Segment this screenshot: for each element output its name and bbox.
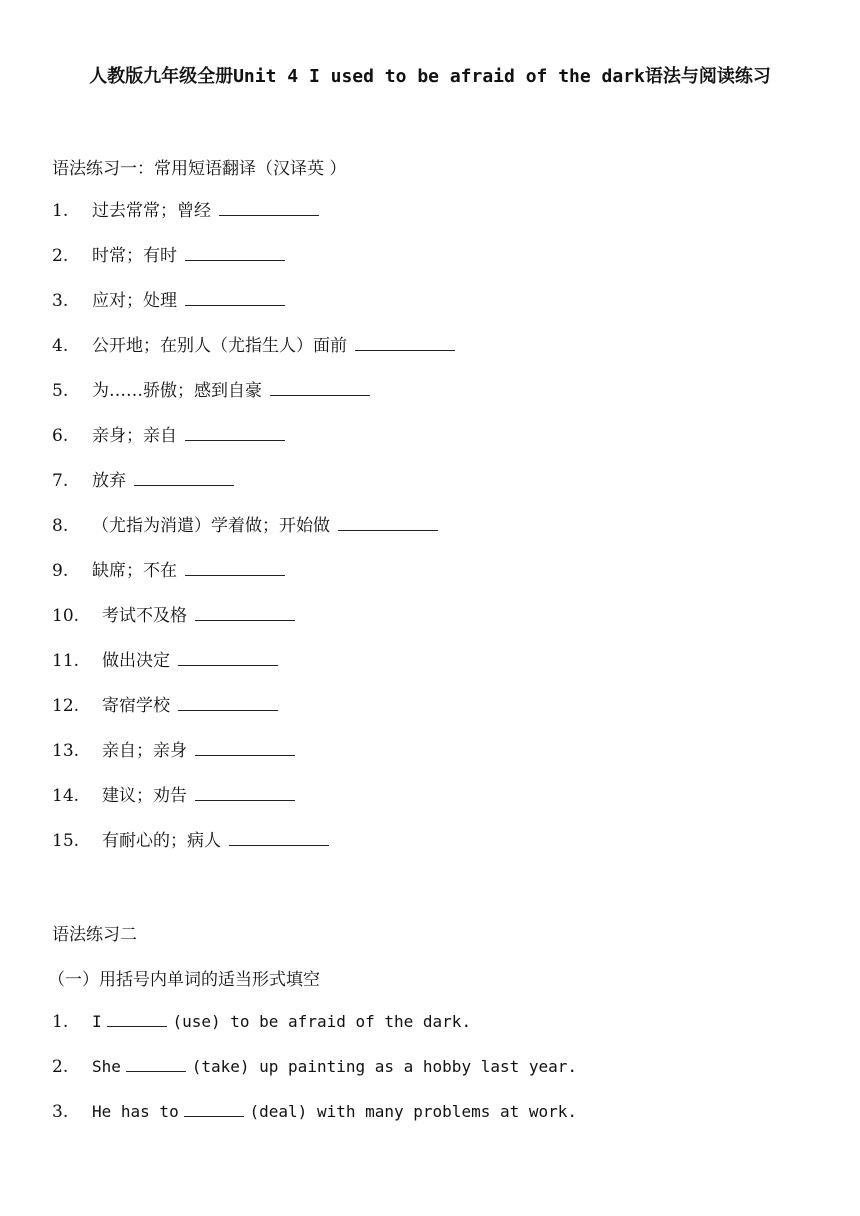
page-title: 人教版九年级全册Unit 4 I used to be afraid of the dark语法与阅读练习 (89, 66, 771, 87)
item-number: 6. (52, 426, 69, 446)
item-text: 寄宿学校 (102, 696, 170, 716)
list-item (52, 244, 455, 289)
item-number: 5. (52, 381, 69, 401)
answer-blank[interactable] (126, 1057, 186, 1072)
phrase-translation-list (52, 199, 455, 874)
answer-blank[interactable] (270, 379, 370, 396)
answer-blank[interactable] (338, 514, 438, 531)
answer-blank[interactable] (195, 604, 295, 621)
list-item (52, 334, 455, 379)
item-number: 15. (52, 831, 80, 851)
list-item (52, 424, 455, 469)
item-text: 做出决定 (102, 651, 170, 671)
sentence-start: She (92, 1057, 121, 1076)
list-item (52, 1101, 577, 1146)
item-text: 考试不及格 (102, 606, 187, 626)
list-item (52, 739, 455, 784)
section2-heading: 语法练习二 (52, 925, 137, 945)
item-number: 1. (52, 201, 69, 221)
sentence-start: I (92, 1012, 102, 1031)
answer-blank[interactable] (229, 829, 329, 846)
list-item (52, 469, 455, 514)
answer-blank[interactable] (219, 199, 319, 216)
list-item (52, 1056, 577, 1101)
answer-blank[interactable] (184, 1102, 244, 1117)
answer-blank[interactable] (107, 1012, 167, 1027)
fill-in-blank-list (52, 1011, 577, 1146)
answer-blank[interactable] (185, 559, 285, 576)
answer-blank[interactable] (185, 244, 285, 261)
list-item (52, 604, 455, 649)
item-number: 11. (52, 651, 80, 671)
answer-blank[interactable] (185, 289, 285, 306)
answer-blank[interactable] (355, 334, 455, 351)
item-number: 8. (52, 516, 69, 536)
sentence-start: He has to (92, 1102, 179, 1121)
item-number: 3. (52, 291, 69, 311)
sentence-end: (deal) with many problems at work. (249, 1102, 578, 1121)
item-text: 过去常常；曾经 (92, 201, 211, 221)
answer-blank[interactable] (134, 469, 234, 486)
item-number: 4. (52, 336, 69, 356)
item-number: 9. (52, 561, 69, 581)
list-item (52, 784, 455, 829)
item-text: 建议；劝告 (102, 786, 187, 806)
item-number: 2. (52, 246, 69, 266)
answer-blank[interactable] (185, 424, 285, 441)
item-text: 时常；有时 (92, 246, 177, 266)
item-number: 12. (52, 696, 80, 716)
sentence-end: (use) to be afraid of the dark. (172, 1012, 472, 1031)
list-item (52, 379, 455, 424)
list-item (52, 199, 455, 244)
item-text: 亲身；亲自 (92, 426, 177, 446)
item-number: 14. (52, 786, 80, 806)
item-text: 应对；处理 (92, 291, 177, 311)
item-number: 2. (52, 1057, 69, 1077)
item-text: 公开地；在别人（尤指生人）面前 (92, 336, 347, 356)
list-item (52, 829, 455, 874)
list-item (52, 649, 455, 694)
item-number: 10. (52, 606, 80, 626)
list-item (52, 559, 455, 604)
sentence-end: (take) up painting as a hobby last year. (191, 1057, 578, 1076)
list-item (52, 1011, 577, 1056)
answer-blank[interactable] (195, 784, 295, 801)
item-number: 3. (52, 1102, 69, 1122)
item-number: 7. (52, 471, 69, 491)
answer-blank[interactable] (178, 649, 278, 666)
item-number: 1. (52, 1012, 69, 1032)
section1-heading: 语法练习一：常用短语翻译（汉译英 ） (52, 159, 347, 179)
section2-subheading: （一）用括号内单词的适当形式填空 (48, 970, 320, 990)
item-text: 为……骄傲；感到自豪 (92, 381, 262, 401)
item-text: 有耐心的；病人 (102, 831, 221, 851)
answer-blank[interactable] (178, 694, 278, 711)
list-item (52, 514, 455, 559)
item-text: 放弃 (92, 471, 126, 491)
item-text: 亲自；亲身 (102, 741, 187, 761)
item-text: （尤指为消遣）学着做；开始做 (92, 516, 330, 536)
answer-blank[interactable] (195, 739, 295, 756)
item-text: 缺席；不在 (92, 561, 177, 581)
list-item (52, 289, 455, 334)
list-item (52, 694, 455, 739)
item-number: 13. (52, 741, 80, 761)
